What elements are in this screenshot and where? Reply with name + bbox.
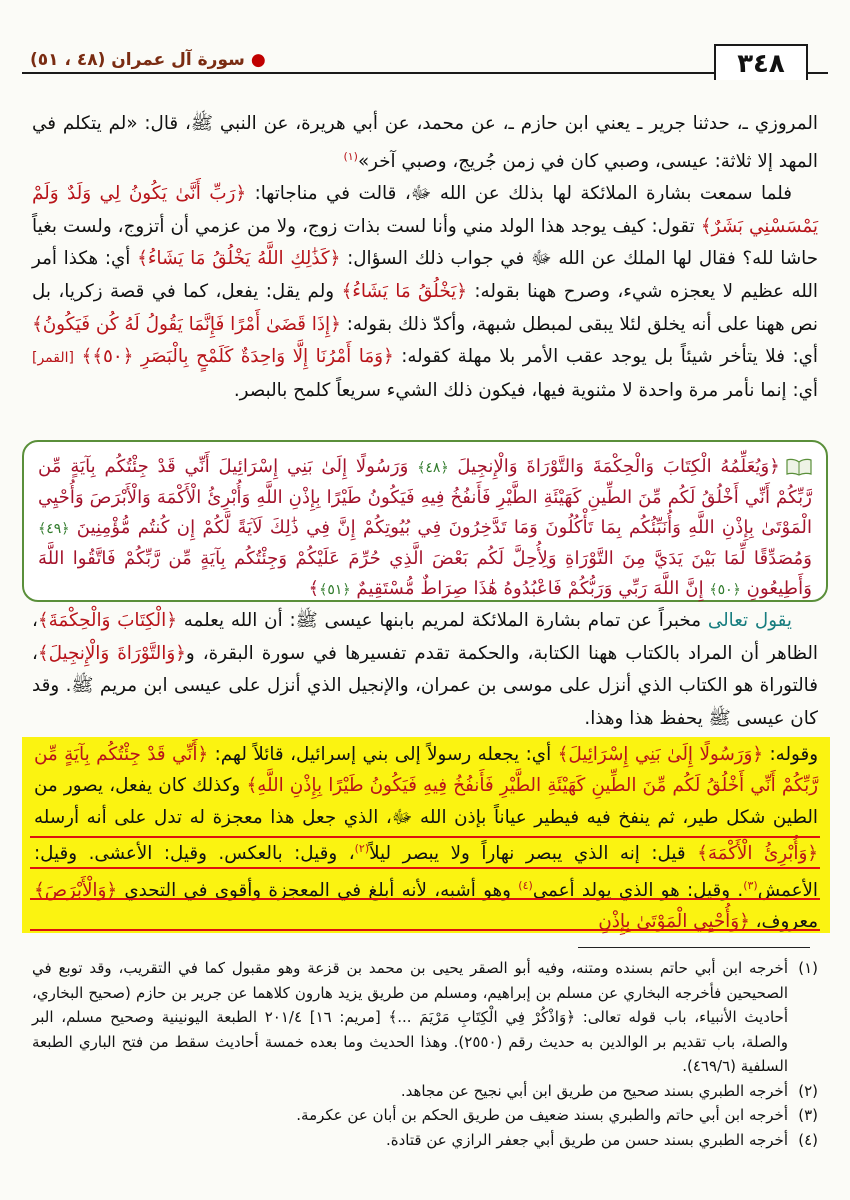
text-run: أي: فلا يتأخر شيئاً بل يوجد عقب الأمر بلا مهلة كقوله: [401, 346, 819, 368]
footnote-number: (٢) [798, 1081, 818, 1100]
quran-quote: ﴿وَأُحْيِي الْمَوْتَىٰ بِإِذْنِ [598, 911, 750, 933]
ayah-number-51: ﴿٥١﴾ [319, 581, 351, 598]
page-number: ٣٤٨ [714, 44, 808, 80]
ayah-number-49: ﴿٤٩﴾ [38, 520, 70, 537]
text-run: أي: هكذا أمر الله عظيم لا يعجزه شيء، وصرح ههنا بقوله: [32, 248, 818, 303]
header-rule [22, 72, 828, 74]
quran-quote: ﴿وَالتَّوْرَاةَ وَالْإِنجِيلَ﴾ [37, 642, 186, 664]
quran-quote: ﴿وَرَسُولًا إِلَىٰ بَنِي إِسْرَائِيلَ﴾ [557, 744, 764, 765]
footnote-ref-3[interactable]: (٣) [743, 878, 758, 892]
hadith-text: المروزي ـ، حدثنا جرير ـ يعني ابن حازم ـ، عن محمد، عن أبي هريرة، عن النبي ﷺ، قال: «لم يتكلم في المهد إلا ثلاثة: عيسى، وصبي كان في زمن جُريج، وصبي آخر» [32, 113, 818, 172]
red-underline [30, 929, 820, 931]
page-header [22, 40, 828, 88]
footnote-4 [32, 1128, 818, 1153]
quran-quote: ﴿وَمَا أَمْرُنَا إِلَّا وَاحِدَةٌ كَلَمْحٍ بِالْبَصَرِ ﴿٥٠﴾﴾ [81, 346, 394, 368]
ayah-number-48: ﴿٤٨﴾ [417, 460, 449, 476]
surah-reference: [القمر] [32, 350, 74, 367]
verse-close-bracket: ﴾ [308, 577, 320, 599]
tafsir-text [32, 605, 818, 735]
footnote-number: (٤) [798, 1130, 818, 1149]
verse-49: وَرَسُولًا إِلَىٰ بَنِي إِسْرَائِيلَ أَنِّي قَدْ جِئْتُكُم بِآيَةٍ مِّن رَّبِّكُمْ أَنِّي أَخْلُقُ لَكُم مِّنَ الطِّينِ كَهَيْئَةِ الطَّيْرِ فَأَنفُخُ فِيهِ فَيَكُونُ طَيْرًا بِإِذْنِ اللَّهِ وَأُبْرِئُ الْأَكْمَهَ وَالْأَبْرَصَ وَأُحْيِي الْمَوْتَىٰ بِإِذْنِ اللَّهِ وَأُنَبِّئُكُم بِمَا تَأْكُلُونَ وَمَا تَدَّخِرُونَ فِي بُيُوتِكُمْ إِنَّ فِي ذَٰلِكَ لَآيَةً لَّكُمْ إِن كُنتُم مُّؤْمِنِينَ [38, 456, 812, 538]
red-underline [30, 867, 820, 869]
red-underline [30, 836, 820, 838]
footnote-ref-1[interactable]: (١) [343, 149, 358, 163]
quran-quote: ﴿أَنِّي قَدْ جِئْتُكُم بِآيَةٍ مِّن رَّبِّكُمْ أَنِّي أَخْلُقُ لَكُم مِّنَ الطِّينِ كَهَيْئَةِ الطَّيْرِ فَأَنفُخُ فِيهِ فَيَكُونُ طَيْرًا بِإِذْنِ اللَّهِ﴾ [34, 744, 819, 797]
quran-quote: ﴿رَبِّ أَنَّىٰ يَكُونُ لِي وَلَدٌ وَلَمْ يَمْسَسْنِي بَشَرٌ﴾ [32, 183, 818, 237]
text-run: ، الظاهر أن المراد بالكتاب ههنا الكتابة، والحكمة تقدم تفسيرها في سورة البقرة، و [32, 610, 818, 664]
footnote-rule [578, 947, 810, 948]
footnote-1 [32, 956, 818, 1079]
highlighted-paragraph [34, 739, 818, 938]
text-run: وهو أشبه، لأنه أبلغ في المعجزة وأقوى في التحدي [124, 879, 512, 901]
text-run: أي: يجعله رسولاً إلى بني إسرائيل، قائلاً لهم: [214, 744, 552, 765]
footnote-text: أخرجه ابن أبي حاتم بسنده ومتنه، وفيه أبو الصقر يحيى بن محمد بن قزعة وهو مقبول كما في التقريب، وقد توبع في الصحيحين فأخرجه البخاري عن مسلم بن إبراهيم، ومسلم من طريق يزيد هارون كلاهما عن جرير بن حازم (صحيح البخاري، أحاديث الأنبياء، باب قوله تعالى: ﴿وَاذْكُرْ فِي الْكِتَابِ مَرْيَمَ ...﴾ [مريم: ١٦] ٢٠١/٤ الطبعة اليونينية وصحيح مسلم، البر والصلة، باب تقديم بر الوالدين به حديث رقم (٢٥٥٠). وهذا الحديث وما بعده خمسة أحاديث سقط من فتح الباري الطبعة السلفية (٤٦٩/٦). [32, 959, 788, 1075]
footnote-text: أخرجه ابن أبي حاتم والطبري بسند ضعيف من طريق الحكم بن أبان عن عكرمة. [296, 1106, 788, 1124]
commentary-paragraph [32, 178, 818, 407]
text-run: وكذلك كان يفعل، يصور من الطين شكل طير، ثم ينفخ فيه فيطير عياناً بإذن الله ﷻ، الذي جعل هذا معجزة له تدل على أنه أرسله [34, 775, 818, 828]
text-run: تقول: كيف يوجد هذا الولد مني وأنا لست بذات زوج، ولا من عزمي أن أتزوج، ولست بغياً حاشا لله؟ فقال لها الملك عن الله ﷻ في جواب ذلك السؤال: [32, 215, 819, 270]
quran-quote: ﴿يَخْلُقُ مَا يَشَاءُ﴾ [341, 281, 467, 303]
footnote-text: أخرجه الطبري بسند حسن من طريق أبي جعفر الرازي عن قتادة. [385, 1130, 788, 1149]
footnote-2 [32, 1079, 818, 1104]
verses-box [22, 440, 828, 602]
verse-50: وَمُصَدِّقًا لِّمَا بَيْنَ يَدَيَّ مِنَ التَّوْرَاةِ وَلِأُحِلَّ لَكُم بَعْضَ الَّذِي حُرِّمَ عَلَيْكُمْ وَجِئْتُكُم بِآيَةٍ مِّن رَّبِّكُمْ فَاتَّقُوا اللَّهَ وَأَطِيعُونِ [38, 548, 812, 599]
text-run: مخبراً عن تمام بشارة الملائكة لمريم بابنها عيسى ﷺ: أن الله يعلمه [183, 610, 702, 631]
quran-quote: ﴿إِذَا قَضَىٰ أَمْرًا فَإِنَّمَا يَقُولُ لَهُ كُن فَيَكُونُ﴾ [32, 313, 341, 335]
text-run: أي: إنما نأمر مرة واحدة لا مثنوية فيها، فيكون ذلك الشيء سريعاً كلمح بالبصر. [233, 379, 818, 401]
text-run: ، فالتوراة هو الكتاب الذي أنزل على موسى بن عمران، والإنجيل الذي أنزل على عيسى ابن مريم ﷺ. وقد كان عيسى ﷺ يحفظ هذا وهذا. [32, 642, 818, 729]
open-book-icon [786, 458, 812, 476]
footnote-number: (٣) [798, 1106, 818, 1124]
text-run: قيل: إنه الذي يبصر نهاراً ولا يبصر ليلاً [369, 843, 686, 865]
quran-quote: ﴿وَأُبْرِئُ الْأَكْمَهَ﴾ [697, 843, 818, 865]
text-run: ولم يقل: يفعل، كما في قصة زكريا، بل نص ههنا على أنه يخلق لئلا يبقى لمبطل شبهة، وأكدّ ذلك بقوله: [32, 281, 819, 335]
quran-quote: ﴿الْكِتَابَ وَالْحِكْمَةَ﴾ [37, 610, 177, 631]
footnote-number: (١) [798, 959, 818, 977]
text-run: ، وقيل: بالعكس. وقيل: الأعشى. وقيل: الأعمش [34, 843, 819, 901]
text-run: فلما سمعت بشارة الملائكة لها بذلك عن الله ﷻ، قالت في مناجاتها: [254, 183, 792, 205]
red-underline [30, 898, 820, 900]
text-run: وقوله: [769, 744, 819, 765]
footnote-3 [32, 1103, 818, 1128]
verse-48: ﴿وَيُعَلِّمُهُ الْكِتَابَ وَالْحِكْمَةَ وَالتَّوْرَاةَ وَالْإِنجِيلَ [457, 456, 780, 477]
footnote-text: أخرجه الطبري بسند صحيح من طريق ابن أبي نجيح عن مجاهد. [400, 1081, 788, 1100]
verse-51: إِنَّ اللَّهَ رَبِّي وَرَبُّكُمْ فَاعْبُدُوهُ هَٰذَا صِرَاطٌ مُّسْتَقِيمٌ [356, 577, 704, 599]
hadith-paragraph [32, 108, 818, 178]
footnotes [32, 956, 818, 1152]
footnote-ref-4[interactable]: (٤) [518, 878, 533, 892]
tafsir-paragraph [32, 605, 818, 735]
quran-quote: ﴿وَالْأَبْرَصَ﴾ [34, 879, 118, 901]
bullet-icon: ● [250, 50, 266, 70]
highlighted-section[interactable] [22, 737, 830, 933]
text-run: معروف، [755, 911, 818, 933]
text-run: . وقيل: هو الذي يولد أعمى [532, 879, 744, 901]
tafsir-lead: يقول تعالى [707, 610, 792, 631]
footnote-ref-2[interactable]: (٢) [354, 842, 370, 856]
verses-text [38, 452, 812, 605]
surah-title [30, 50, 266, 70]
ayah-number-50: ﴿٥٠﴾ [709, 581, 741, 598]
quran-quote: ﴿كَذَٰلِكِ اللَّهُ يَخْلُقُ مَا يَشَاءُ﴾ [137, 248, 341, 270]
intro-text [32, 108, 818, 407]
surah-title-text: سورة آل عمران (٤٨ ، ٥١) [30, 50, 245, 70]
